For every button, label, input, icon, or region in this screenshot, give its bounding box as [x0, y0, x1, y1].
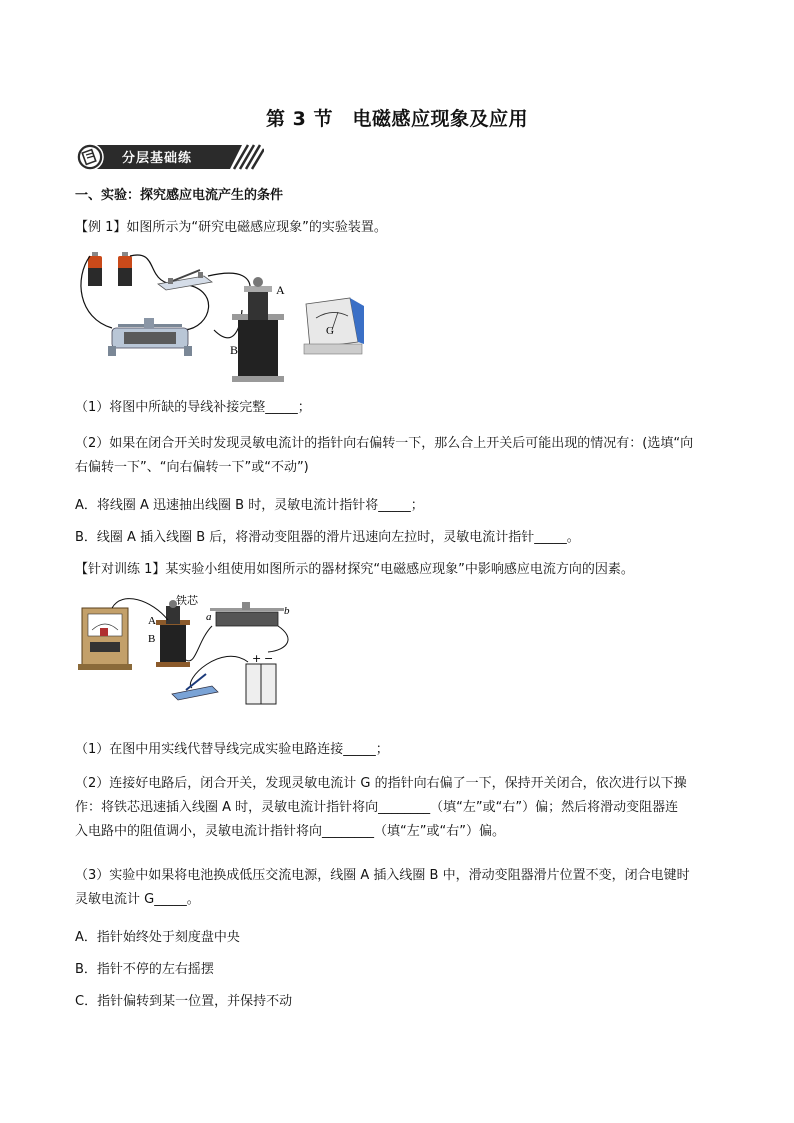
label-core: 铁芯 — [176, 594, 198, 607]
coil-icon — [156, 600, 190, 667]
label-plus: + — [252, 652, 262, 665]
training1-q1: （1）在图中用实线代替导线完成实验电路连接_____； — [75, 742, 389, 757]
example1-intro: 【例 1】如图所示为“研究电磁感应现象”的实验装置。 — [75, 220, 387, 235]
example1-q1: （1）将图中所缺的导线补接完整_____； — [75, 400, 311, 415]
example1-option-a: A．将线圈 A 迅速抽出线圈 B 时，灵敏电流计指针将_____； — [75, 498, 424, 513]
training1-q2: （2）连接好电路后，闭合开关，发现灵敏电流计 G 的指针向右偏了一下，保持开关闭合，依次进行以下操 作：将铁芯迅速插入线圈 A 时，灵敏电流计指针将向________（填“左”或“右”）偏；然后将滑动变阻器连 入电路中的阻值调小，灵敏电流计指针将向________（填“左”或“右”）偏。 — [75, 776, 687, 839]
label-coil-b: B — [230, 343, 239, 357]
example1-q2: （2）如果在闭合开关时发现灵敏电流计的指针向右偏转一下，那么合上开关后可能出现的情况有：(选填“向 右偏转一下”、“向右偏转一下”或“不动”) — [75, 436, 694, 475]
battery-icon — [88, 252, 132, 286]
switch-icon — [158, 270, 212, 290]
label-end-a: a — [206, 611, 212, 623]
label-coil-b: B — [148, 633, 156, 645]
switch-icon — [172, 674, 218, 700]
banner-label: 分层基础练 — [122, 151, 193, 166]
training1-q3: （3）实验中如果将电池换成低压交流电源，线圈 A 插入线圈 B 中，滑动变阻器滑片位置不变，闭合电键时 灵敏电流计 G_____。 — [75, 868, 690, 907]
label-coil-a: A — [148, 615, 156, 627]
rheostat-icon — [108, 318, 192, 356]
page-title: 第 3 节 电磁感应现象及应用 — [266, 108, 528, 130]
label-coil-a: A — [276, 283, 285, 297]
section-heading: 一、实验：探究感应电流产生的条件 — [75, 188, 284, 203]
galvanometer-icon — [304, 298, 364, 354]
rheostat-icon — [210, 602, 284, 626]
galvanometer-icon — [78, 608, 132, 670]
label-end-b: b — [284, 605, 290, 617]
example1-option-b: B．线圈 A 插入线圈 B 后，将滑动变阻器的滑片迅速向左拉时，灵敏电流计指针_____。 — [75, 530, 580, 545]
figure-training1 — [72, 590, 302, 708]
figure-example1 — [72, 248, 372, 384]
label-meter: G — [326, 325, 334, 337]
training1-option-b: B．指针不停的左右摇摆 — [75, 962, 214, 977]
training1-option-a: A．指针始终处于刻度盘中央 — [75, 930, 240, 945]
label-minus: − — [264, 652, 274, 665]
training1-intro: 【针对训练 1】某实验小组使用如图所示的器材探究“电磁感应现象”中影响感应电流方向的因素。 — [75, 562, 634, 577]
battery-icon — [246, 664, 276, 704]
training1-option-c: C．指针偏转到某一位置，并保持不动 — [75, 994, 293, 1009]
